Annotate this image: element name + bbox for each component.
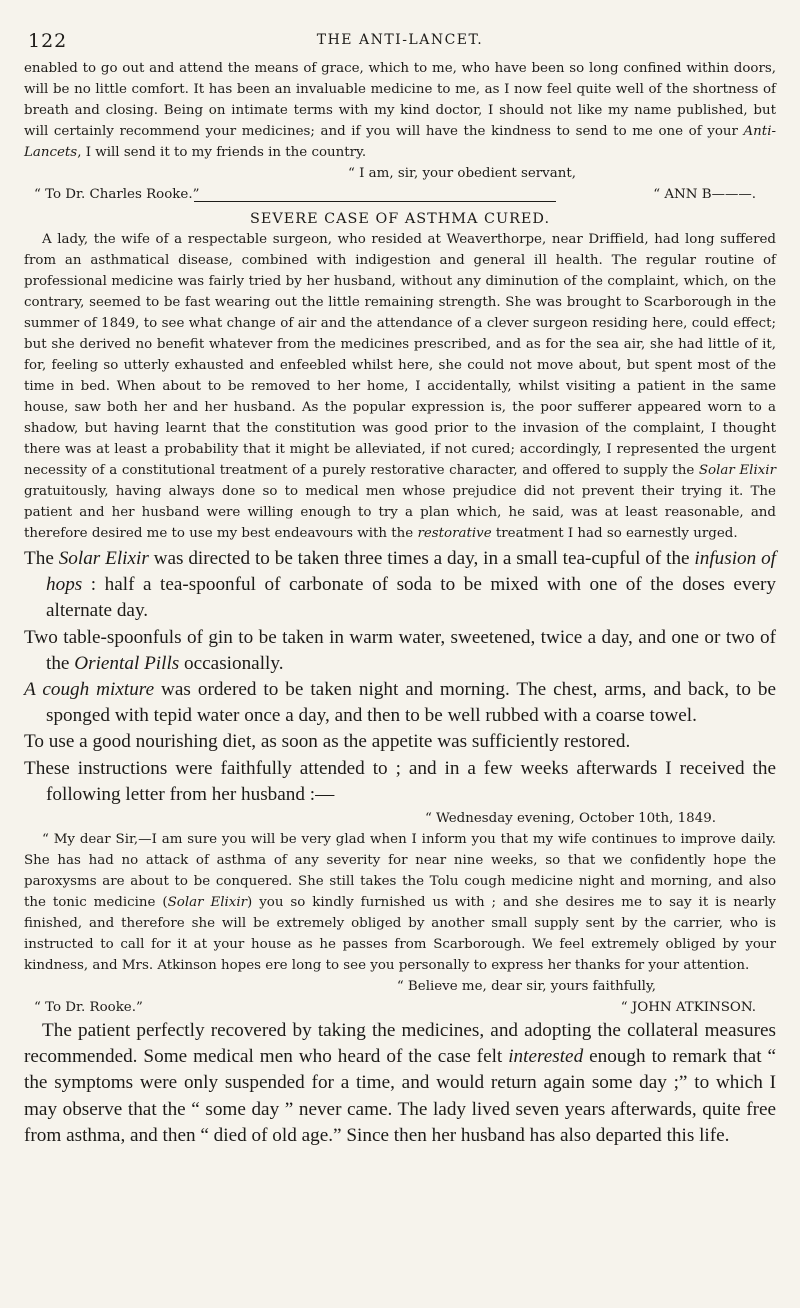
letter-closing: “ Believe me, dear sir, yours faithfully, xyxy=(396,979,656,995)
conclusion-paragraph: The patient perfectly recovered by taking the medicines, and adopting the collateral measures recommended. Some medical men who heard of the case felt interested enough to remark that “ the symptoms were only suspended for a time, and would return again some day ;” to which I may observe that the “ some day ” never came. The lady lived seven years afterwards, quite free from asthma, and then “ died of old age.” Since then her husband has also departed this life. xyxy=(24,1020,777,1146)
restorative-mention: restorative xyxy=(417,526,492,541)
intro-letter-addressee: “ To Dr. Charles Rooke.” xyxy=(34,187,200,202)
running-title: THE ANTI-LANCET. xyxy=(316,32,484,48)
page-number: 122 xyxy=(28,30,68,52)
intro-letter-signature-row xyxy=(24,184,776,205)
direction-diet: To use a good nourishing diet, as soon as the appetite was sufficiently restored. xyxy=(24,731,631,753)
case-paragraph: A lady, the wife of a respectable surgeon, who resided at Weaverthorpe, near Driffield, had long suffered from an asthmatical disease, combined with indigestion and general ill health. The regular routine of professional medicine was fairly tried by her husband, without any diminution of the complaint, which, on the contrary, seemed to be fast wearing out the little remaining strength. She was brought to Scarborough in the summer of 1849, to see what change of air and the attendance of a clever surgeon residing here, could effect; but she derived no benefit whatever from the medicines prescribed, and as for the sea air, she had little of it, for, feeling so utterly exhausted and enfeebled whilst here, she could not move about, but spent most of the time in bed. When about to be removed to her home, I accidentally, whilst visiting a patient in the same house, saw both her and her husband. As the popular expression is, the poor sufferer appeared worn to a shadow, but having learnt that the constitution was good prior to the invasion of the complaint, I thought there was at least a probability that it might be alleviated, if not cured; accordingly, I represented the urgent necessity of a constitutional treatment of a purely restorative character, and offered to supply the Solar Elixir gratuitously, having always done so to medical men whose prejudice did not prevent their trying it. The patient and her husband were willing enough to try a plan which, he said, was at least reasonable, and therefore desired me to use my best endeavours with the restorative treatment I had so earnestly urged. xyxy=(24,232,776,541)
intro-letter-signature: “ ANN B———. xyxy=(653,187,756,202)
section-heading: SEVERE CASE OF ASTHMA CURED. xyxy=(249,211,551,227)
letter-addressee: “ To Dr. Rooke.” xyxy=(34,1000,143,1016)
intro-letter xyxy=(24,58,776,205)
intro-letter-closing: “ I am, sir, your obedient servant, xyxy=(348,166,576,181)
intro-letter-paragraph: enabled to go out and attend the means of grace, which to me, who have been so long confined within doors, will be no little comfort. It has been an invaluable medicine to me, as I now feel quite well of the shortness of breath and closing. Being on intimate terms with my kind doctor, I should not like my name published, but will certainly recommend your medicines; and if you will have the kindness to send to me one of your Anti-Lancets, I will send it to my friends in the country. xyxy=(24,61,776,160)
divider-rule xyxy=(194,201,556,202)
running-head xyxy=(24,18,776,58)
husband-letter xyxy=(24,808,776,1018)
anti-lancets-title: Anti-Lancets xyxy=(24,124,776,160)
book-page xyxy=(24,18,776,1149)
letter-body: “ My dear Sir,—I am sure you will be very glad when I inform you that my wife continues to improve daily. She has had no attack of asthma of any severity for near nine weeks, so that we confidently hope the paroxysms are about to be conquered. She still takes the Tolu cough medicine night and morning, and also the tonic medicine (Solar Elixir) you so kindly furnished us with ; and she desires me to say it is nearly finished, and therefore she will be extremely obliged by another small supply sent by the carrier, who is instructed to call for it at your house as he passes from Scarborough. We feel extremely obliged by your kindness, and Mrs. Atkinson hopes ere long to see you personally to express her thanks for your attention. xyxy=(24,832,776,974)
direction-gin: Two table-spoonfuls of gin to be taken in warm water, sweetened, twice a day, and one or two of the Oriental Pills occasionally. xyxy=(24,626,776,674)
direction-solar-elixir: The Solar Elixir was directed to be taken three times a day, in a small tea-cupful of the infusion of hops : half a tea-spoonful of carbonate of soda to be mixed with one of the doses every alternate day. xyxy=(24,548,777,622)
letter-date: “ Wednesday evening, October 10th, 1849. xyxy=(424,811,716,827)
letter-signature: “ JOHN ATKINSON. xyxy=(620,1000,756,1016)
solar-elixir-mention: Solar Elixir xyxy=(698,463,776,478)
letter-signature-row xyxy=(24,997,776,1018)
treatment-directions xyxy=(24,546,776,808)
direction-cough-mixture: A cough mixture was ordered to be taken night and morning. The chest, arms, and back, to be sponged with tepid water once a day, and then to be well rubbed with a coarse towel. xyxy=(24,679,776,727)
instructions-followed: These instructions were faithfully attended to ; and in a few weeks afterwards I received the following letter from her husband :— xyxy=(24,757,776,805)
